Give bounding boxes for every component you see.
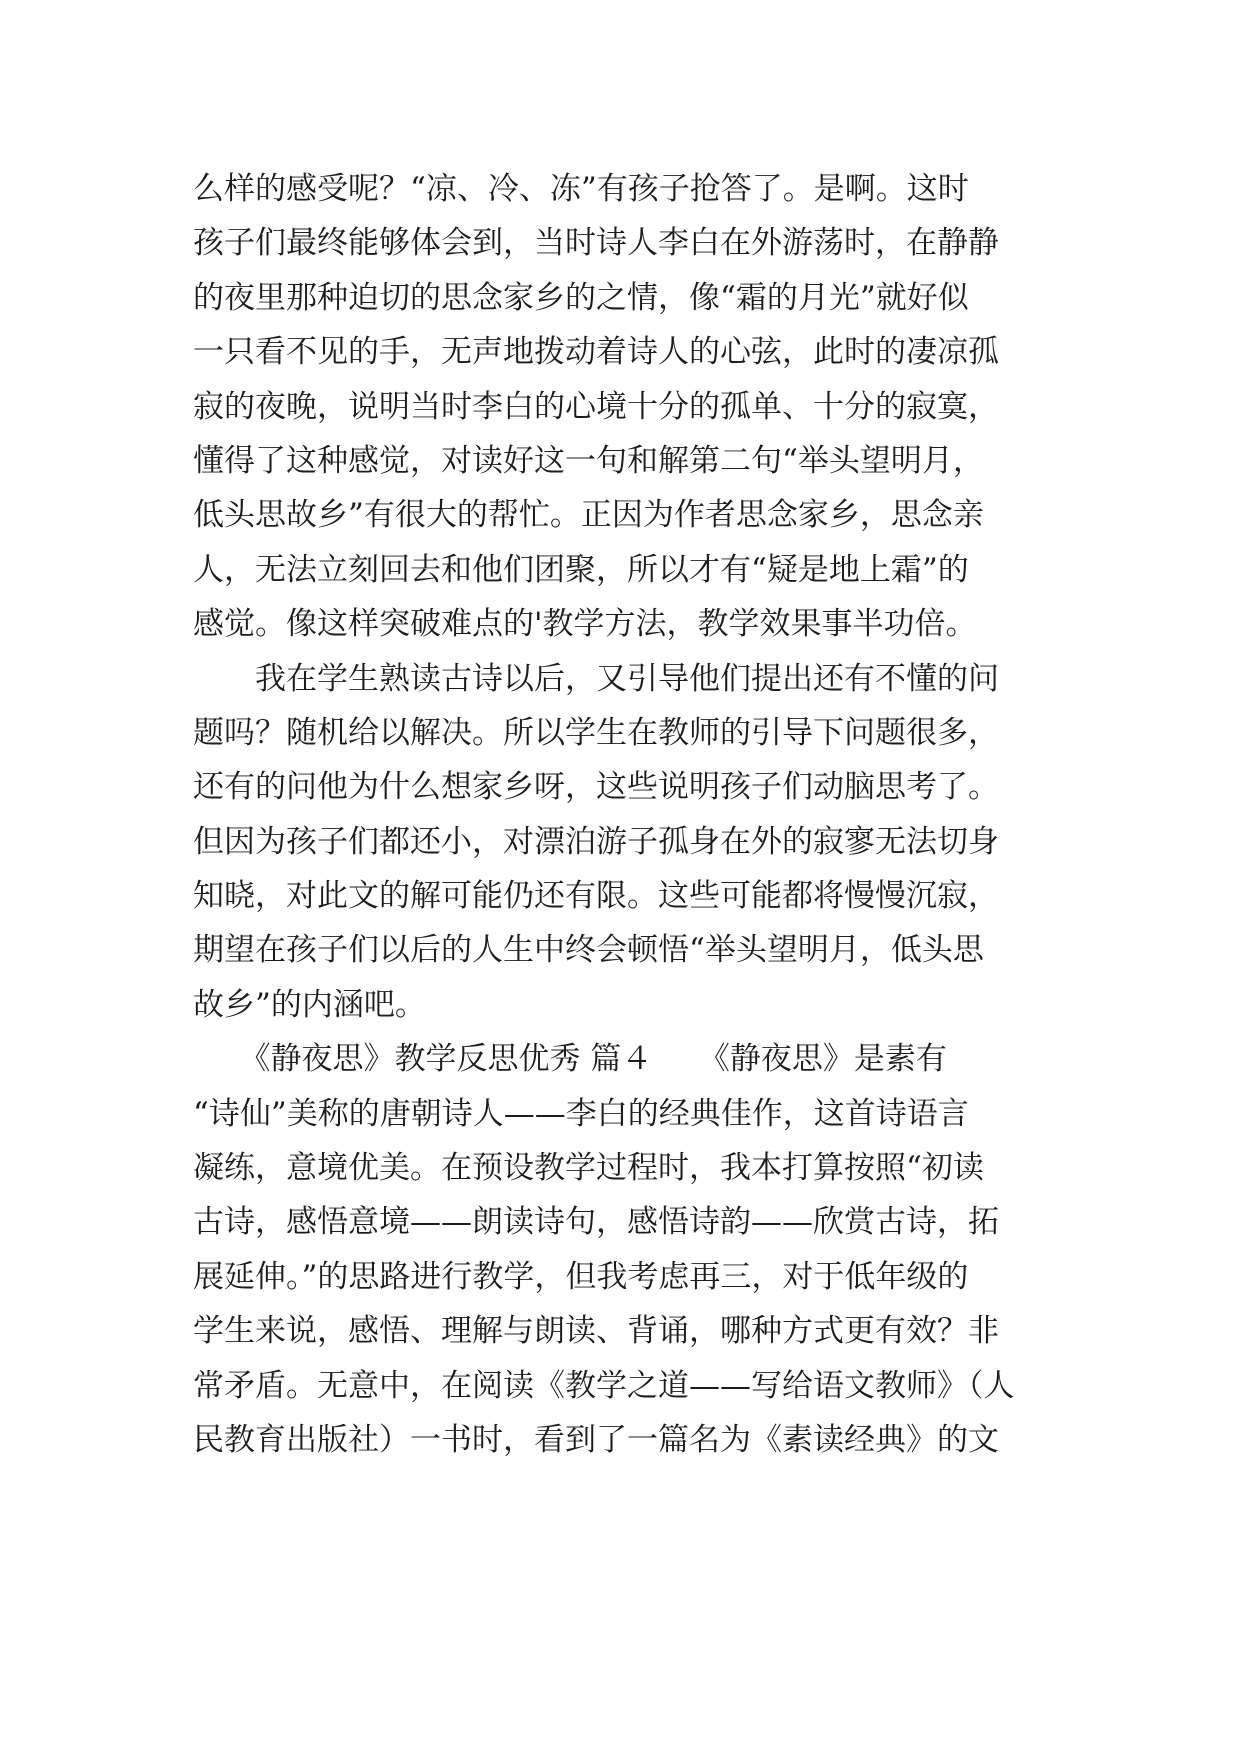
text-line: “诗仙”美称的唐朝诗人——李白的经典佳作，这首诗语言 xyxy=(193,1095,969,1132)
text-line: 但因为孩子们都还小，对漂泊游子孤身在外的寂寥无法切身 xyxy=(193,823,999,860)
text-line: 么样的感受呢？“凉、冷、冻”有孩子抢答了。是啊。这时 xyxy=(193,171,969,207)
text-line: 凝练，意境优美。在预设教学过程时，我本打算按照“初读 xyxy=(193,1150,984,1187)
text-line: 人，无法立刻回去和他们团聚，所以才有“疑是地上霜”的 xyxy=(193,551,969,588)
text-line: 的夜里那种迫切的思念家乡的之情，像“霜的月光”就好似 xyxy=(193,279,969,316)
text-line: 我在学生熟读古诗以后，又引导他们提出还有不懂的问 xyxy=(193,660,999,697)
text-line: 孩子们最终能够体会到，当时诗人李白在外游荡时，在静静 xyxy=(193,225,999,262)
text-line: 故乡”的内涵吧。 xyxy=(193,986,426,1023)
text-line: 懂得了这种感觉，对读好这一句和解第二句“举头望明月， xyxy=(193,442,984,479)
text-line: 低头思故乡”有很大的帮忙。正因为作者思念家乡，思念亲 xyxy=(193,497,984,534)
text-line: 一只看不见的手，无声地拨动着诗人的心弦，此时的凄凉孤 xyxy=(193,334,999,371)
body-text xyxy=(193,162,1053,1467)
text-line: 学生来说，感悟、理解与朗读、背诵，哪种方式更有效？非 xyxy=(193,1313,999,1350)
text-line: 民教育出版社）一书时，看到了一篇名为《素读经典》的文 xyxy=(193,1421,999,1458)
text-line: 常矛盾。无意中，在阅读《教学之道——写给语文教师》（人 xyxy=(193,1367,1015,1404)
text-line: 题吗？随机给以解决。所以学生在教师的引导下问题很多， xyxy=(193,714,999,751)
text-line: 感觉。像这样突破难点的'教学方法，教学效果事半功倍。 xyxy=(193,606,977,643)
text-line: 《静夜思》教学反思优秀 篇４ 《静夜思》是素有 xyxy=(193,1041,947,1078)
text-line: 还有的问他为什么想家乡呀，这些说明孩子们动脑思考了。 xyxy=(193,769,999,806)
text-line: 知晓，对此文的解可能仍还有限。这些可能都将慢慢沉寂， xyxy=(193,878,999,915)
text-line: 寂的夜晚，说明当时李白的心境十分的孤单、十分的寂寞， xyxy=(193,388,999,425)
text-line: 展延伸。”的思路进行教学，但我考虑再三，对于低年级的 xyxy=(193,1258,969,1295)
text-line: 古诗，感悟意境——朗读诗句，感悟诗韵——欣赏古诗，拓 xyxy=(193,1204,999,1241)
text-line: 期望在孩子们以后的人生中终会顿悟“举头望明月，低头思 xyxy=(193,932,984,969)
